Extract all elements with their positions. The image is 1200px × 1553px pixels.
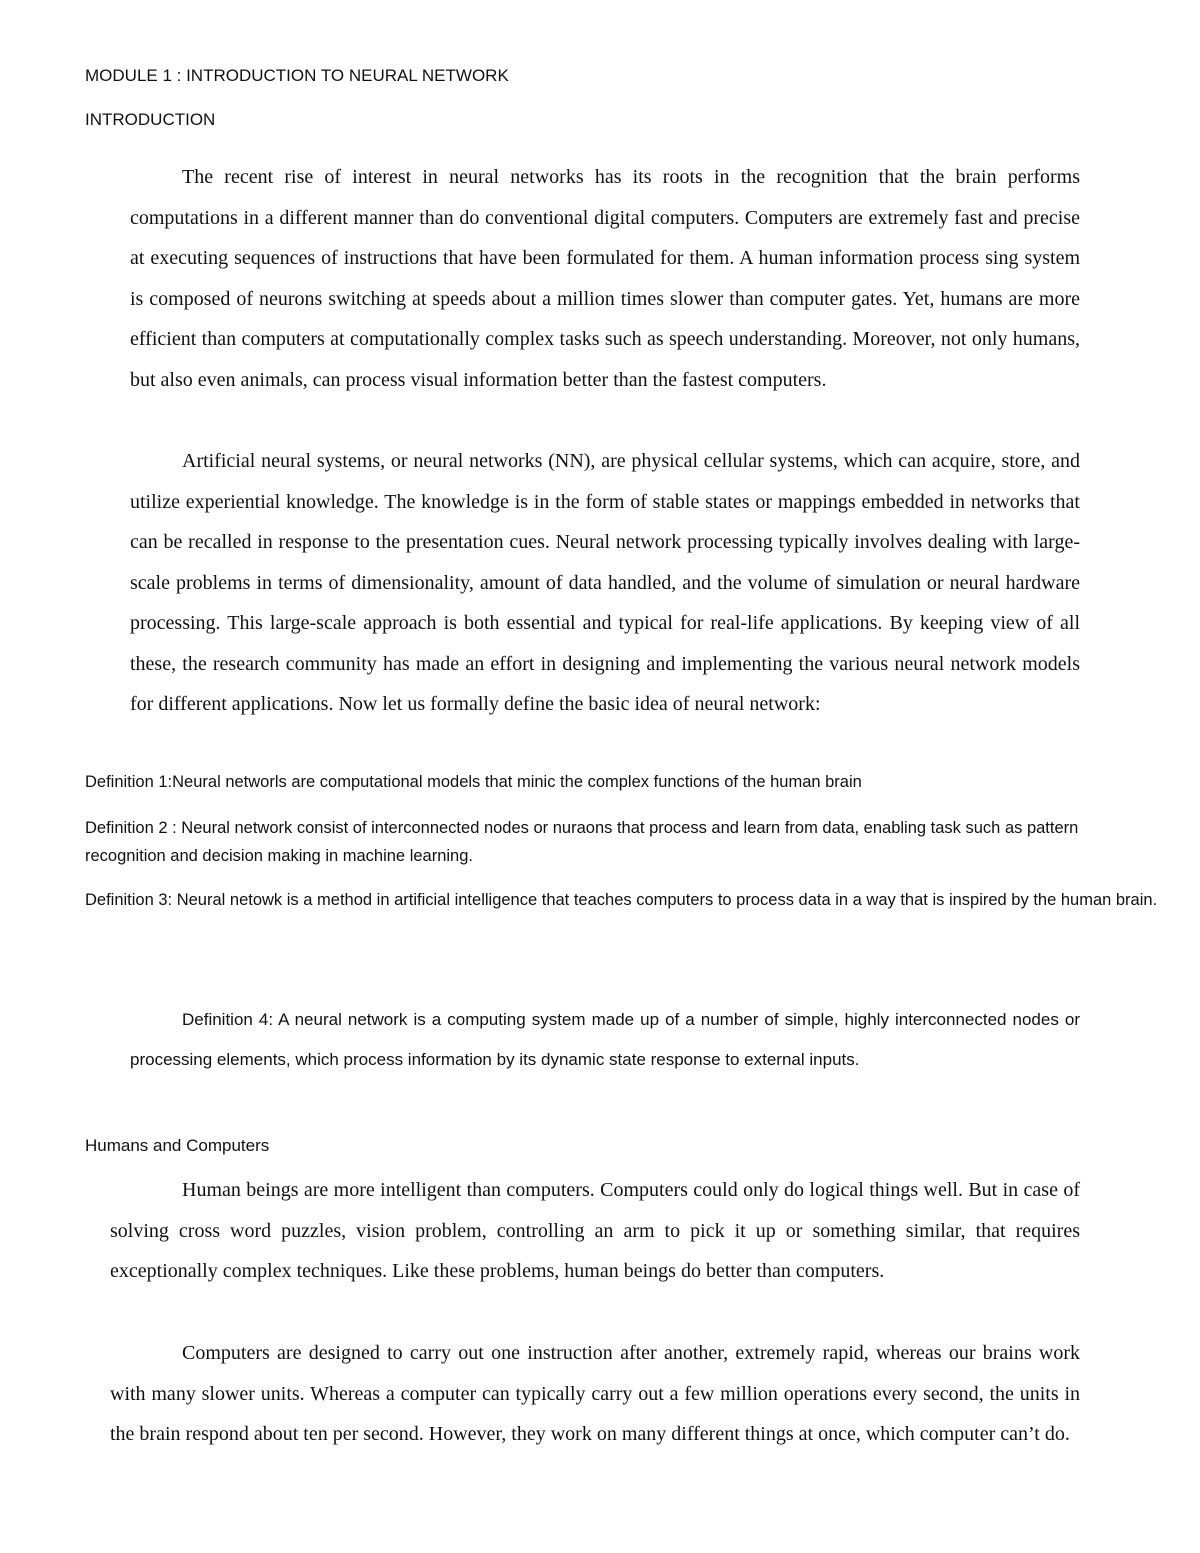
definition-4: Definition 4: A neural network is a computing system made up of a number of simple, highly interconnected nodes or processing elements, which process information by its dynamic state response to external inputs.: [130, 1010, 1080, 1069]
module-title: MODULE 1 : INTRODUCTION TO NEURAL NETWORK: [85, 66, 509, 85]
humans-paragraph-2: Computers are designed to carry out one instruction after another, extremely rapid, whereas our brains work with many slower units. Whereas a computer can typically carry out a few million operations every second, the units in the brain respond about ten per second. However, they work on many different things at once, which computer can’t do.: [110, 1342, 1080, 1445]
humans-paragraph-1: Human beings are more intelligent than computers. Computers could only do logical things well. But in case of solving cross word puzzles, vision problem, controlling an arm to pick it up or something similar, that requires exceptionally complex techniques. Like these problems, human beings do better than computers.: [110, 1179, 1080, 1282]
intro-paragraph-2: Artificial neural systems, or neural networks (NN), are physical cellular systems, which can acquire, store, and utilize experiential knowledge. The knowledge is in the form of stable states or mappings embedded in networks that can be recalled in response to the presentation cues. Neural network processing typically involves dealing with large-scale problems in terms of dimensionality, amount of data handled, and the volume of simulation or neural hardware processing. This large-scale approach is both essential and typical for real-life applications. By keeping view of all these, the research community has made an effort in designing and implementing the various neural network models for different applications. Now let us formally define the basic idea of neural network:: [130, 450, 1080, 715]
definition-3: Definition 3: Neural netowk is a method in artificial intelligence that teaches computers to process data in a way that is inspired by the human brain.: [85, 891, 1158, 909]
definition-2: Definition 2 : Neural network consist of interconnected nodes or nuraons that process and learn from data, enabling task such as pattern recognition and decision making in machine learning.: [85, 819, 1079, 865]
definition-1: Definition 1:Neural networls are computational models that minic the complex functions of the human brain: [85, 773, 862, 791]
section-heading-humans-and-computers: Humans and Computers: [85, 1136, 270, 1155]
intro-paragraph-1: The recent rise of interest in neural networks has its roots in the recognition that the brain performs computations in a different manner than do conventional digital computers. Computers are extremely fast and precise at executing sequences of instructions that have been formulated for them. A human information process sing system is composed of neurons switching at speeds about a million times slower than computer gates. Yet, humans are more efficient than computers at computationally complex tasks such as speech understanding. Moreover, not only humans, but also even animals, can process visual information better than the fastest computers.: [130, 166, 1080, 391]
section-heading-introduction: INTRODUCTION: [85, 110, 216, 129]
